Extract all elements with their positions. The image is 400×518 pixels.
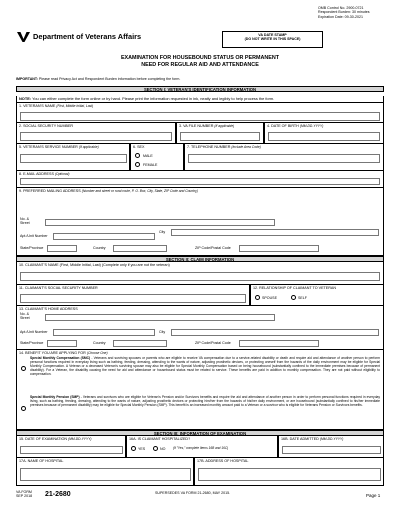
hospitalized-yes-label: YES (138, 447, 146, 451)
sex-field (130, 144, 184, 171)
hospitalized-yes-radio[interactable] (131, 446, 136, 451)
claimant-apt-label: Apt./Unit Number (20, 330, 48, 334)
omb-burden: Respondent Burden: 30 minutes (318, 10, 370, 15)
mailing-address-hint: (Number and street or rural route, P. O. Box, City, State, ZIP Code and Country) (81, 189, 198, 193)
telephone-field (184, 144, 384, 171)
claimant-name-label: 10. CLAIMANT'S NAME (First, Middle Initial, Last) (Complete only if you are not the veteran) (19, 263, 170, 267)
service-number-hint: (If applicable) (78, 145, 99, 149)
claimant-ssn-field (16, 285, 250, 306)
date-admitted-hint: (MM-DD-YYYY) (319, 437, 344, 441)
va-logo-icon (16, 31, 31, 43)
email-label: 8. E-MAIL ADDRESS (19, 172, 54, 176)
apt-label: Apt./Unit Number (20, 234, 48, 238)
state-input[interactable] (47, 245, 77, 252)
va-date-stamp-box (222, 31, 323, 48)
claimant-address-label: 13. CLAIMANT'S HOME ADDRESS (19, 307, 78, 311)
claimant-country-input[interactable] (113, 340, 167, 347)
va-file-number-field (176, 123, 264, 144)
claimant-ssn-label: 11. CLAIMANT'S SOCIAL SECURITY NUMBER (19, 286, 98, 290)
relationship-field (250, 285, 384, 306)
hospital-name-label: 17A. NAME OF HOSPITAL (19, 459, 64, 463)
footer-form-number: 21-2680 (45, 491, 71, 498)
footer-form-label (16, 490, 32, 498)
street-label: No. & Street (20, 217, 30, 226)
state-label: State/Province (20, 246, 44, 250)
zip-label: ZIP Code/Postal Code (195, 246, 231, 250)
spouse-label: SPOUSE (262, 296, 277, 300)
email-hint: (Optional) (54, 172, 70, 176)
country-input[interactable] (113, 245, 167, 252)
hospital-name-input[interactable] (20, 468, 191, 481)
mailing-address-label: 9. PREFERRED MAILING ADDRESS (19, 189, 81, 193)
veteran-name-label: 1. VETERAN'S NAME (19, 104, 56, 108)
dob-hint: (MM-DD-YYYY) (299, 124, 324, 128)
claimant-street-input[interactable] (45, 314, 275, 321)
va-file-number-label: 3. VA FILE NUMBER (179, 124, 214, 128)
smc-radio[interactable] (21, 366, 26, 371)
ssn-label: 2. SOCIAL SECURITY NUMBER (19, 124, 74, 128)
service-number-field (16, 144, 130, 171)
section-2-header: SECTION II: CLAIM INFORMATION (16, 256, 384, 262)
email-field (16, 171, 384, 188)
smc-title: Special Monthly Compensation (SMC) (30, 356, 91, 360)
hospitalized-yes-hint: (If "Yes," complete Items 16B and 16C) (173, 446, 229, 450)
ssn-input[interactable] (20, 132, 172, 141)
spouse-radio[interactable] (255, 295, 260, 300)
service-number-input[interactable] (20, 154, 127, 163)
claimant-zip-label: ZIP Code/Postal Code (195, 341, 231, 345)
smp-title: Special Monthly Pension (SMP) (30, 395, 80, 399)
date-of-birth-field (264, 123, 384, 144)
relationship-label: 12. RELATIONSHIP OF CLAIMANT TO VETERAN (253, 286, 337, 290)
telephone-hint: (Include Area Code) (231, 145, 261, 149)
benefit-label: 14. BENEFIT YOU ARE APPLYING FOR (19, 351, 86, 355)
omb-info (318, 6, 370, 19)
claimant-city-label: City (159, 330, 166, 334)
note-label: NOTE: (19, 96, 32, 101)
self-label: SELF (298, 296, 307, 300)
important-text: Please read Privacy Act and Respondent Burden information before completing the form. (37, 77, 181, 81)
footer-supersedes: SUPERSEDES VA FORM 21-2680, MAY 2015. (155, 491, 231, 495)
section-3-header: SECTION III: INFORMATION OF EXAMINATION (16, 430, 384, 436)
form-title (10, 55, 390, 68)
department-name: Department of Veterans Affairs (33, 32, 142, 41)
date-stamp-label: VA DATE STAMP (258, 33, 287, 37)
footer-va-form: VA FORM (16, 490, 32, 494)
claimant-street-label: No. & Street (20, 312, 30, 321)
va-file-number-input[interactable] (180, 132, 260, 141)
male-radio[interactable] (135, 153, 140, 158)
female-radio[interactable] (135, 162, 140, 167)
exam-date-label: 15. DATE OF EXAMINATION (19, 437, 68, 441)
claimant-apt-input[interactable] (53, 329, 155, 336)
omb-control: OMB Control No. 2900-0721 (318, 6, 364, 10)
claimant-zip-input[interactable] (239, 340, 319, 347)
apt-input[interactable] (53, 233, 155, 240)
smc-description (30, 356, 380, 376)
claimant-city-input[interactable] (171, 329, 379, 336)
smp-text: - Veterans and survivors who are eligible for Veteran's Pension and/or Survivors benefits and require the aid and attendance of another person in order to perform personal functions required in everyday living, such as bathing, feeding, dressing, attending to the wants of nature, adjusting prosthetic devices or protecting him/her from the hazards of his/her daily environment, or are housebound (substantially confined to his/her immediate premises because of permanent disability) may be eligible for Special Monthly Pension (SMP). This benefit is an increased monthly amount paid to a Veteran or a survivor who is eligible for Veterans Pension or Survivors benefits. (30, 395, 381, 408)
exam-date-field (16, 436, 126, 458)
claimant-ssn-input[interactable] (20, 294, 246, 303)
claimant-country-label: Country (93, 341, 106, 345)
exam-date-hint: (MM-DD-YYYY) (68, 437, 92, 441)
telephone-label: 7. TELEPHONE NUMBER (187, 145, 231, 149)
claimant-name-input[interactable] (20, 272, 380, 281)
claimant-address-field (16, 306, 384, 350)
smp-description (30, 395, 380, 407)
claimant-name-field (16, 262, 384, 285)
city-input[interactable] (171, 229, 379, 236)
claimant-state-input[interactable] (47, 340, 77, 347)
form-title-line2: NEED FOR REGULAR AID AND ATTENDANCE (141, 61, 259, 68)
veteran-name-hint: (First, Middle Initial, Last) (56, 104, 94, 108)
form-title-line1: EXAMINATION FOR HOUSEBOUND STATUS OR PERMANENT (120, 55, 280, 61)
hospitalized-no-radio[interactable] (153, 446, 158, 451)
date-admitted-label: 16B. DATE ADMITTED (281, 437, 319, 441)
country-label: Country (93, 246, 106, 250)
date-stamp-note: (DO NOT WRITE IN THIS SPACE) (244, 37, 301, 41)
email-input[interactable] (20, 178, 380, 185)
date-of-birth-input[interactable] (268, 132, 380, 141)
hospital-name-field (16, 458, 194, 486)
footer-page-number: Page 1 (366, 493, 381, 498)
self-radio[interactable] (291, 295, 296, 300)
zip-input[interactable] (239, 245, 319, 252)
veteran-name-input[interactable] (20, 112, 380, 121)
street-input[interactable] (45, 219, 275, 226)
date-admitted-field (278, 436, 384, 458)
mailing-address-field (16, 188, 384, 256)
hospital-address-input[interactable] (198, 468, 381, 481)
hospitalized-no-label: NO (160, 447, 166, 451)
hospitalized-label: 16A. IS CLAIMANT HOSPITALIZED? (129, 437, 191, 441)
smp-radio[interactable] (21, 406, 26, 411)
omb-expiration: Expiration Date: 09-30-2021 (318, 14, 363, 19)
female-label: FEMALE (143, 163, 158, 167)
section-1-header: SECTION I: VETERAN'S IDENTIFICATION INFORMATION (16, 86, 384, 92)
dob-label: 4. DATE OF BIRTH (267, 124, 299, 128)
city-label: City (159, 230, 166, 234)
hospital-address-field (194, 458, 384, 486)
hospitalized-field (126, 436, 278, 458)
date-admitted-input[interactable] (282, 446, 381, 454)
footer-date: SEP 2018 (16, 494, 33, 499)
exam-date-input[interactable] (20, 446, 123, 454)
va-file-number-hint: (If applicable) (214, 124, 235, 128)
ssn-field (16, 123, 176, 144)
hospital-address-label: 17B. ADDRESS OF HOSPITAL (197, 459, 249, 463)
claimant-state-label: State/Province (20, 341, 44, 345)
benefit-hint: (Choose One) (86, 351, 108, 355)
service-number-label: 5. VETERAN'S SERVICE NUMBER (19, 145, 78, 149)
note-text: You can either complete the form online or by hand. Please print the information requested in ink, neatly and legibly to help process the form. (31, 96, 275, 101)
sex-label: 6. SEX (133, 145, 145, 149)
smc-text: - Veterans and surviving spouses or parents who are eligible to receive VA compensation due to a service-related disability or death and require aid and attendance of another person to perform personal functions required in everyday living such as bathing, feeding, dressing, attending to the wants of nature, adjusting prosthetic devices, or protecting oneself from the hazards of the daily environment may be eligible for Special Monthly Compensation. A Veteran or a deceased Veteran's surviving spouse may also be eligible for Special Monthly Compensation based on being housebound (substantially confined to the immediate premises because of permanent disability). For a Veteran, the disability causing the need for aid and attendance or housebound status must be related to service. These benefits are paid in addition to monthly compensation. They are not paid without eligibility to compensation. (30, 356, 380, 377)
male-label: MALE (143, 154, 153, 158)
veteran-name-field (16, 102, 384, 123)
telephone-input[interactable] (188, 154, 380, 163)
important-label: IMPORTANT: (16, 77, 38, 81)
important-note (16, 77, 180, 81)
